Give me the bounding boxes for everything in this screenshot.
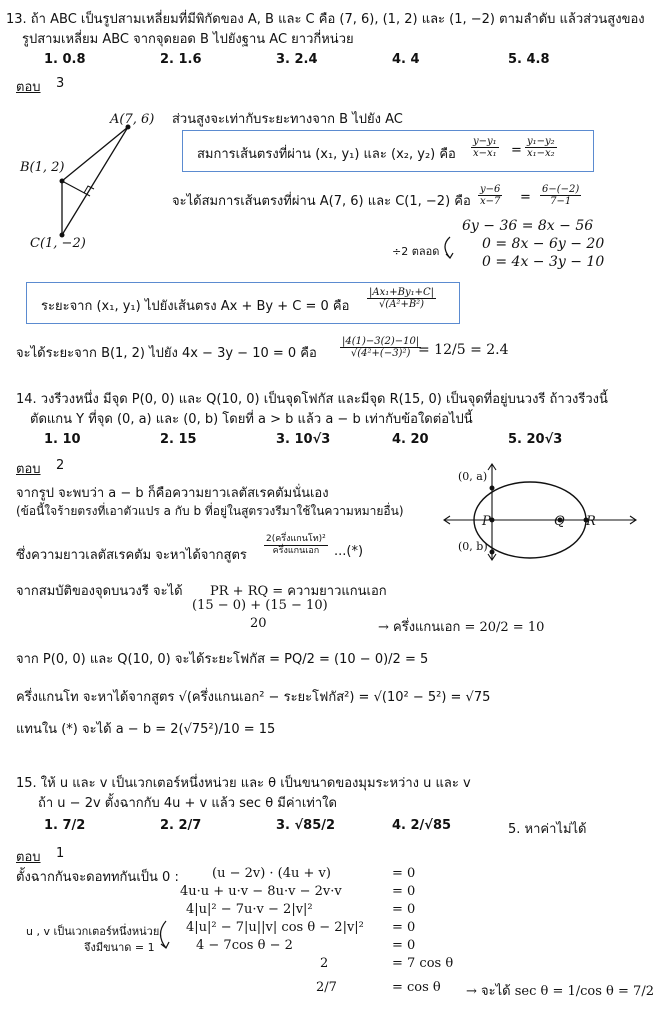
- q15-lead: ตั้งฉากกันจะดอททกันเป็น 0 :: [16, 870, 179, 885]
- q14-label-0b: (0, b): [458, 540, 488, 553]
- q15-note-2: จึงมีขนาด = 1: [84, 941, 155, 954]
- q14-label-0a: (0, a): [458, 470, 488, 483]
- q14-label-r: R: [586, 514, 596, 529]
- q13-eq2: 0 = 8x − 6y − 20: [482, 236, 605, 252]
- q15-row-1: (u − 2v) · (4u + v): [212, 866, 331, 881]
- q14-step-7: จาก P(0, 0) และ Q(10, 0) จะได้ระยะโฟกัส = PQ/2 = (10 − 0)/2 = 5: [16, 652, 429, 667]
- side-ac: [62, 127, 128, 235]
- q14-step-5: (15 − 0) + (15 − 10): [192, 598, 328, 613]
- q13-answer-label: ตอบ: [16, 80, 41, 95]
- q15-row-7: 2/7: [316, 980, 337, 995]
- altitude-line: [62, 181, 90, 196]
- q13-dist-den: √(4²+(−3)²): [350, 348, 411, 359]
- q15-answer-label: ตอบ: [16, 850, 41, 865]
- q14-s3-num: 2(ครึ่งแกนโท)²: [266, 534, 326, 544]
- q13-eq3: 0 = 4x − 3y − 10: [482, 254, 605, 270]
- side-ab: [62, 127, 128, 181]
- q14-step-6: 20: [250, 616, 267, 631]
- q14-choice-3: 3. 10√3: [276, 432, 331, 447]
- q13-box2-frac: [367, 287, 436, 310]
- q15-row-5: 4 − 7cos θ − 2: [196, 938, 293, 953]
- q13-line-rhs-den: 7−1: [550, 196, 572, 207]
- q13-choice-4: 4. 4: [392, 52, 420, 67]
- point-0b: [490, 550, 495, 555]
- curved-arrow-icon: [438, 234, 458, 264]
- q13-box2-text: ระยะจาก (x₁, y₁) ไปยังเส้นตรง Ax + By + C = 0 คือ: [41, 299, 350, 314]
- q13-label-b: B(1, 2): [20, 160, 65, 175]
- q15-row-6: 2: [320, 956, 329, 971]
- q14-answer-label: ตอบ: [16, 462, 41, 477]
- q13-dist-frac: [340, 336, 421, 359]
- q13-line-eq-text: จะได้สมการเส้นตรงที่ผ่าน A(7, 6) และ C(1, −2) คือ: [172, 194, 471, 209]
- q13-box2-num: |Ax₁+By₁+C|: [369, 287, 435, 298]
- q14-choice-1: 1. 10: [44, 432, 81, 447]
- q13-box1-rhs: [525, 136, 557, 159]
- q13-line-rhs: [540, 184, 581, 207]
- q13-choice-3: 3. 2.4: [276, 52, 318, 67]
- q13-line-lhs-num: y−6: [480, 184, 501, 195]
- q15-eq-2: = 0: [392, 884, 416, 899]
- q14-question-line1: 14. วงรีวงหนึ่ง มีจุด P(0, 0) และ Q(10, 0) เป็นจุดโฟกัส และมีจุด R(15, 0) เป็นจุดที่อยู่บนวงรี ถ้าวงรีวงนี้: [16, 392, 608, 407]
- q15-choice-5: 5. หาค่าไม่ได้: [508, 822, 587, 837]
- q15-eq-1: = 0: [392, 866, 416, 881]
- q14-s3-tag: ...(*): [334, 544, 364, 559]
- q13-box2-den: √(A²+B²): [378, 299, 425, 310]
- q13-line-lhs-den: x−7: [480, 196, 501, 207]
- q13-dist-text: จะได้ระยะจาก B(1, 2) ไปยัง 4x − 3y − 10 = 0 คือ: [16, 346, 317, 361]
- q15-answer: 1: [56, 846, 65, 861]
- q14-choice-2: 2. 15: [160, 432, 197, 447]
- q14-step-4: จากสมบัติของจุดบนวงรี จะได้: [16, 584, 183, 599]
- q14-choice-5: 5. 20√3: [508, 432, 563, 447]
- q14-answer: 2: [56, 458, 65, 473]
- q15-final: → จะได้ sec θ = 1/cos θ = 7/2: [466, 984, 654, 999]
- q14-step-2: (ข้อนี้ใจร้ายตรงที่เอาตัวแปร a กับ b ที่อยู่ในสูตรวงรีมาใช้ในความหมายอื่น): [16, 504, 404, 518]
- q13-formula-box-distance: [26, 282, 460, 324]
- q13-line-rhs-num: 6−(−2): [542, 184, 580, 195]
- q14-choice-4: 4. 20: [392, 432, 429, 447]
- q15-question-line1: 15. ให้ u และ v เป็นเวกเตอร์หนึ่งหน่วย และ θ เป็นขนาดของมุมระหว่าง u และ v: [16, 776, 471, 791]
- q15-choice-2: 2. 2/7: [160, 818, 202, 833]
- q14-step-1: จากรูป จะพบว่า a − b ก็คือความยาวเลตัสเรคตัมนั่นเอง: [16, 486, 329, 501]
- q15-row-4: 4|u|² − 7|u||v| cos θ − 2|v|²: [186, 920, 364, 935]
- q13-line-lhs: [478, 184, 502, 207]
- q13-box1-lhs-num: y−y₁: [473, 136, 497, 147]
- q13-dist-result: = 12/5 = 2.4: [418, 342, 509, 358]
- q13-height-note: ส่วนสูงจะเท่ากับระยะทางจาก B ไปยัง AC: [172, 112, 403, 127]
- q15-row-2: 4u·u + u·v − 8u·v − 2v·v: [180, 884, 342, 899]
- q13-box1-lhs-den: x−x₁: [473, 148, 497, 159]
- q15-question-line2: ถ้า u − 2v ตั้งฉากกับ 4u + v แล้ว sec θ มีค่าเท่าใด: [38, 796, 337, 811]
- q15-eq-6: = 7 cos θ: [392, 956, 454, 971]
- q15-note-1: u , v เป็นเวกเตอร์หนึ่งหน่วย: [26, 925, 160, 938]
- q14-step-4-eq: PR + RQ = ความยาวแกนเอก: [210, 584, 387, 599]
- q14-step-6-note: → ครึ่งแกนเอก = 20/2 = 10: [378, 620, 545, 635]
- q13-choice-2: 2. 1.6: [160, 52, 202, 67]
- q13-box1-lhs: [471, 136, 499, 159]
- q15-choice-1: 1. 7/2: [44, 818, 86, 833]
- q14-label-p: P: [482, 514, 491, 529]
- q13-choice-5: 5. 4.8: [508, 52, 550, 67]
- q13-label-a: A(7, 6): [110, 112, 155, 127]
- q14-label-q: Q: [554, 514, 565, 529]
- q15-choice-3: 3. √85/2: [276, 818, 336, 833]
- point-0a: [490, 486, 495, 491]
- q14-step-8: ครึ่งแกนโท จะหาได้จากสูตร √(ครึ่งแกนเอก² − ระยะโฟกัส²) = √(10² − 5²) = √75: [16, 690, 491, 705]
- q13-formula-box-line: สมการเส้นตรงที่ผ่าน (x₁, y₁) และ (x₂, y₂) คือ $\frac{\text{y−y₁}}{\text{x−x₁}}$ = $\frac{\text{y₁−y₂}}{\text{x₁−x₂}}$: [182, 130, 594, 172]
- q13-box1-rhs-den: x₁−x₂: [527, 148, 555, 159]
- q13-box1-text: สมการเส้นตรงที่ผ่าน (x₁, y₁) และ (x₂, y₂) คือ: [197, 147, 456, 162]
- curved-arrow-icon: [152, 918, 174, 954]
- q13-div-note: ÷2 ตลอด: [392, 245, 440, 258]
- q14-step-3: ซึ่งความยาวเลตัสเรคตัม จะหาได้จากสูตร: [16, 548, 247, 563]
- q13-question-line2: รูปสามเหลี่ยม ABC จากจุดยอด B ไปยังฐาน AC ยาวกี่หน่วย: [22, 32, 354, 47]
- q15-choice-4: 4. 2/√85: [392, 818, 452, 833]
- q15-eq-7: = cos θ: [392, 980, 441, 995]
- q13-label-c: C(1, −2): [30, 236, 86, 251]
- q13-box1-rhs-num: y₁−y₂: [527, 136, 555, 147]
- q15-eq-5: = 0: [392, 938, 416, 953]
- q13-question-line1: 13. ถ้า ABC เป็นรูปสามเหลี่ยมที่มีพิกัดของ A, B และ C คือ (7, 6), (1, 2) และ (1, −2) ตามลำดับ แล้วส่วนสูงของ: [6, 12, 645, 27]
- q14-question-line2: ตัดแกน Y ที่จุด (0, a) และ (0, b) โดยที่ a > b แล้ว a − b เท่ากับข้อใดต่อไปนี้: [30, 412, 473, 427]
- q14-step-9: แทนใน (*) จะได้ a − b = 2(√75²)/10 = 15: [16, 722, 276, 737]
- q15-eq-4: = 0: [392, 920, 416, 935]
- point-b: [60, 179, 65, 184]
- q14-s3-frac: [264, 534, 328, 557]
- q15-row-3: 4|u|² − 7u·v − 2|v|²: [186, 902, 313, 917]
- q15-eq-3: = 0: [392, 902, 416, 917]
- q13-choice-1: 1. 0.8: [44, 52, 86, 67]
- q13-dist-num: |4(1)−3(2)−10|: [342, 336, 420, 347]
- q13-answer: 3: [56, 76, 65, 91]
- q13-eq1: 6y − 36 = 8x − 56: [462, 218, 594, 234]
- q14-s3-den: ครึ่งแกนเอก: [272, 546, 320, 556]
